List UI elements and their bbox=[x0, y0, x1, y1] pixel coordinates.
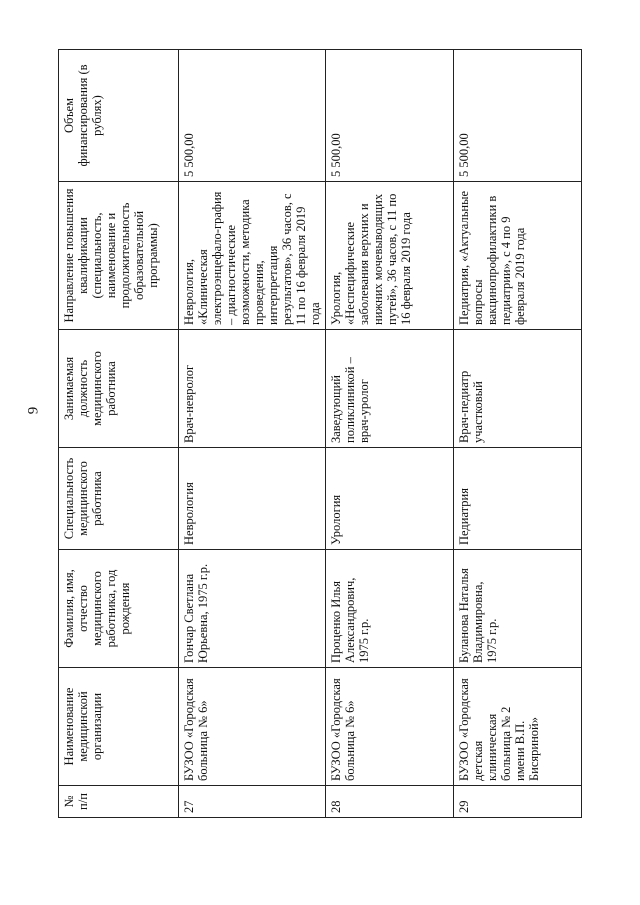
direction-cell: Педиатрия, «Актуальные вопросы вакцинопрофилактики в педиатрии», с 4 по 9 февраля 2019 года bbox=[454, 182, 582, 330]
table-header-row bbox=[59, 50, 179, 818]
amount-cell: 5 500,00 bbox=[179, 50, 326, 182]
header-cell: Специальность медицинского работника bbox=[59, 448, 179, 550]
worker-name-cell: Буланова Наталья Владимировна, 1975 г.р. bbox=[454, 550, 582, 668]
amount-cell: 5 500,00 bbox=[326, 50, 454, 182]
header-cell: Занимаемая должность медицинского работника bbox=[59, 330, 179, 448]
header-cell: Фамилия, имя, отчество медицинского работника, год рождения bbox=[59, 550, 179, 668]
table-row bbox=[179, 50, 326, 818]
table-wrapper bbox=[58, 50, 563, 818]
organization-cell: БУЗОО «Городская больница № 6» bbox=[326, 668, 454, 786]
specialty-cell: Урология bbox=[326, 448, 454, 550]
row-number: 29 bbox=[454, 786, 582, 818]
training-table bbox=[58, 49, 582, 818]
table-row bbox=[326, 50, 454, 818]
direction-cell: Урология, «Неспецифические заболевания верхних и нижних мочевыводящих путей», 36 часов, с 11 по 16 февраля 2019 года bbox=[326, 182, 454, 330]
position-cell: Врач-педиатр участковый bbox=[454, 330, 582, 448]
organization-cell: БУЗОО «Городская детская клиническая больница № 2 имени В.П. Бисяриной» bbox=[454, 668, 582, 786]
header-cell: Направление повышения квалификации (специальность, наименование и продолжительность образовательной программы) bbox=[59, 182, 179, 330]
organization-cell: БУЗОО «Городская больница № 6» bbox=[179, 668, 326, 786]
header-cell: Наименование медицинской организации bbox=[59, 668, 179, 786]
direction-cell: Неврология, «Клиническая электроэнцефало-графия – диагностические возможности, методика проведения, интерпретация результатов», 36 часов, с 11 по 16 февраля 2019 года bbox=[179, 182, 326, 330]
page-number: 9 bbox=[25, 406, 42, 415]
row-number: 28 bbox=[326, 786, 454, 818]
amount-cell: 5 500,00 bbox=[454, 50, 582, 182]
header-cell: Объем финансирования (в рублях) bbox=[59, 50, 179, 182]
specialty-cell: Педиатрия bbox=[454, 448, 582, 550]
specialty-cell: Неврология bbox=[179, 448, 326, 550]
worker-name-cell: Проценко Илья Александрович, 1975 г.р. bbox=[326, 550, 454, 668]
worker-name-cell: Гончар Светлана Юрьевна, 1975 г.р. bbox=[179, 550, 326, 668]
position-cell: Врач-невролог bbox=[179, 330, 326, 448]
row-number: 27 bbox=[179, 786, 326, 818]
table-row bbox=[454, 50, 582, 818]
position-cell: Заведующий поликлиникой – врач-уролог bbox=[326, 330, 454, 448]
header-cell: № п/п bbox=[59, 786, 179, 818]
